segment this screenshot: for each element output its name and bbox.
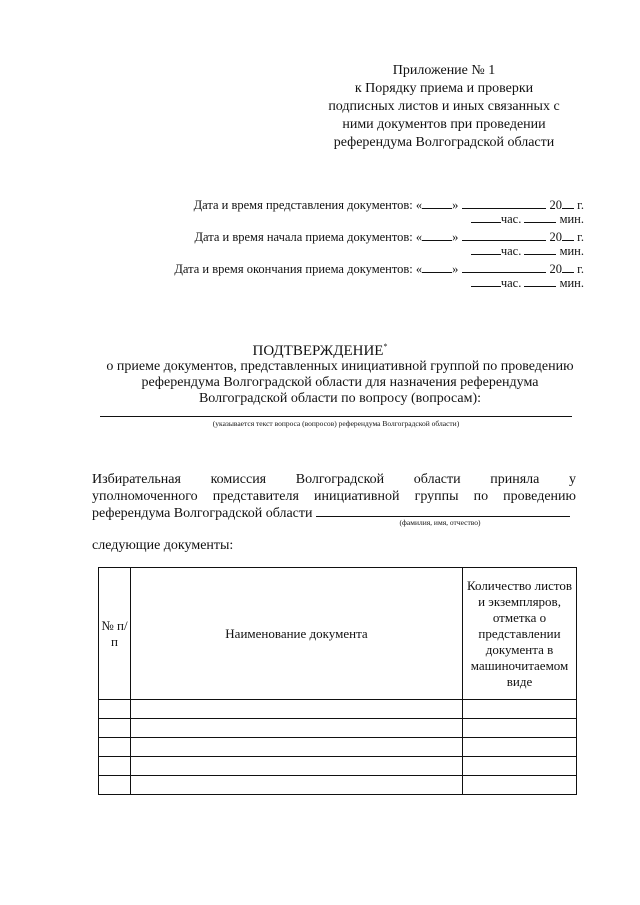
year-blank bbox=[562, 230, 574, 241]
paragraph-line-3-text: референдума Волгоградской области bbox=[92, 506, 313, 521]
close-quote: » bbox=[452, 262, 459, 276]
appendix-line-1: Приложение № 1 bbox=[392, 63, 496, 78]
representative-name-blank bbox=[316, 505, 570, 517]
table-cell[interactable] bbox=[99, 776, 131, 795]
fio-hint: (фамилия, имя, отчество) bbox=[399, 518, 481, 527]
submission-date-label: Дата и время представления документов: « bbox=[193, 198, 423, 212]
appendix-line-2: к Порядку приема и проверки bbox=[354, 81, 534, 96]
table-header-row bbox=[99, 568, 577, 700]
subtitle-line-1: о приеме документов, представленных инициативной группой по проведению bbox=[106, 359, 574, 374]
table-cell[interactable] bbox=[463, 738, 577, 757]
end-date-line bbox=[174, 262, 584, 276]
month-blank bbox=[462, 230, 546, 241]
header-number: № п/п bbox=[99, 568, 131, 700]
year-suffix: г. bbox=[574, 230, 584, 244]
appendix-line-4: ними документов при проведении bbox=[342, 117, 546, 132]
table-row bbox=[99, 757, 577, 776]
day-blank bbox=[422, 262, 452, 273]
close-quote: » bbox=[452, 198, 459, 212]
submission-date-line bbox=[174, 198, 584, 212]
paragraph-line-2: уполномоченного представителя инициативной группы по проведению bbox=[92, 489, 576, 504]
appendix-header bbox=[300, 62, 588, 152]
year-prefix: 20 bbox=[549, 230, 563, 244]
day-blank bbox=[422, 230, 452, 241]
minutes-label: мин. bbox=[556, 244, 584, 258]
table-row bbox=[99, 738, 577, 757]
hours-label: час. bbox=[500, 276, 522, 290]
minutes-blank bbox=[524, 244, 556, 255]
question-blank-line bbox=[100, 416, 572, 417]
table-cell[interactable] bbox=[463, 776, 577, 795]
year-prefix: 20 bbox=[549, 262, 563, 276]
footnote-mark: * bbox=[383, 342, 388, 351]
next-documents-label: следующие документы: bbox=[92, 538, 234, 553]
document-subtitle bbox=[100, 359, 580, 407]
start-date-line bbox=[174, 230, 584, 244]
start-time-line bbox=[174, 244, 584, 258]
table-cell[interactable] bbox=[131, 757, 463, 776]
month-blank bbox=[462, 198, 546, 209]
close-quote: » bbox=[452, 230, 459, 244]
table-cell[interactable] bbox=[99, 738, 131, 757]
hours-blank bbox=[471, 244, 501, 255]
table-cell[interactable] bbox=[463, 757, 577, 776]
document-title bbox=[0, 342, 640, 360]
submission-time-line bbox=[174, 212, 584, 226]
table-cell[interactable] bbox=[99, 719, 131, 738]
year-prefix: 20 bbox=[549, 198, 563, 212]
year-blank bbox=[562, 198, 574, 209]
month-blank bbox=[462, 262, 546, 273]
table-cell[interactable] bbox=[463, 700, 577, 719]
header-document-name: Наименование документа bbox=[131, 568, 463, 700]
hours-label: час. bbox=[500, 212, 522, 226]
appendix-line-3: подписных листов и иных связанных с bbox=[328, 99, 560, 114]
subtitle-line-3: Волгоградской области по вопросу (вопросам): bbox=[198, 391, 482, 406]
title-text: ПОДТВЕРЖДЕНИЕ bbox=[252, 343, 384, 359]
table-row bbox=[99, 719, 577, 738]
year-blank bbox=[562, 262, 574, 273]
end-time-line bbox=[174, 276, 584, 290]
day-blank bbox=[422, 198, 452, 209]
end-date-label: Дата и время окончания приема документов: « bbox=[174, 262, 423, 276]
hours-blank bbox=[471, 212, 501, 223]
hours-label: час. bbox=[500, 244, 522, 258]
paragraph-line-1: Избирательная комиссия Волгоградской области приняла у bbox=[92, 472, 576, 487]
question-hint: (указывается текст вопроса (вопросов) референдума Волгоградской области) bbox=[212, 419, 460, 428]
minutes-label: мин. bbox=[556, 276, 584, 290]
table-cell[interactable] bbox=[99, 700, 131, 719]
year-suffix: г. bbox=[574, 198, 584, 212]
table-row bbox=[99, 700, 577, 719]
table-cell[interactable] bbox=[131, 700, 463, 719]
documents-table bbox=[98, 567, 577, 795]
minutes-blank bbox=[524, 276, 556, 287]
table-cell[interactable] bbox=[463, 719, 577, 738]
table-cell[interactable] bbox=[99, 757, 131, 776]
year-suffix: г. bbox=[574, 262, 584, 276]
table-cell[interactable] bbox=[131, 719, 463, 738]
table-cell[interactable] bbox=[131, 738, 463, 757]
acceptance-paragraph bbox=[92, 471, 576, 522]
table-cell[interactable] bbox=[131, 776, 463, 795]
appendix-line-5: референдума Волгоградской области bbox=[333, 135, 555, 150]
dates-block bbox=[174, 198, 584, 290]
minutes-label: мин. bbox=[556, 212, 584, 226]
start-date-label: Дата и время начала приема документов: « bbox=[194, 230, 423, 244]
header-sheets-count: Количество листов и экземпляров, отметка о представлении документа в машиночитаемом виде bbox=[463, 568, 577, 700]
subtitle-line-2: референдума Волгоградской области для назначения референдума bbox=[141, 375, 539, 390]
minutes-blank bbox=[524, 212, 556, 223]
hours-blank bbox=[471, 276, 501, 287]
table-row bbox=[99, 776, 577, 795]
